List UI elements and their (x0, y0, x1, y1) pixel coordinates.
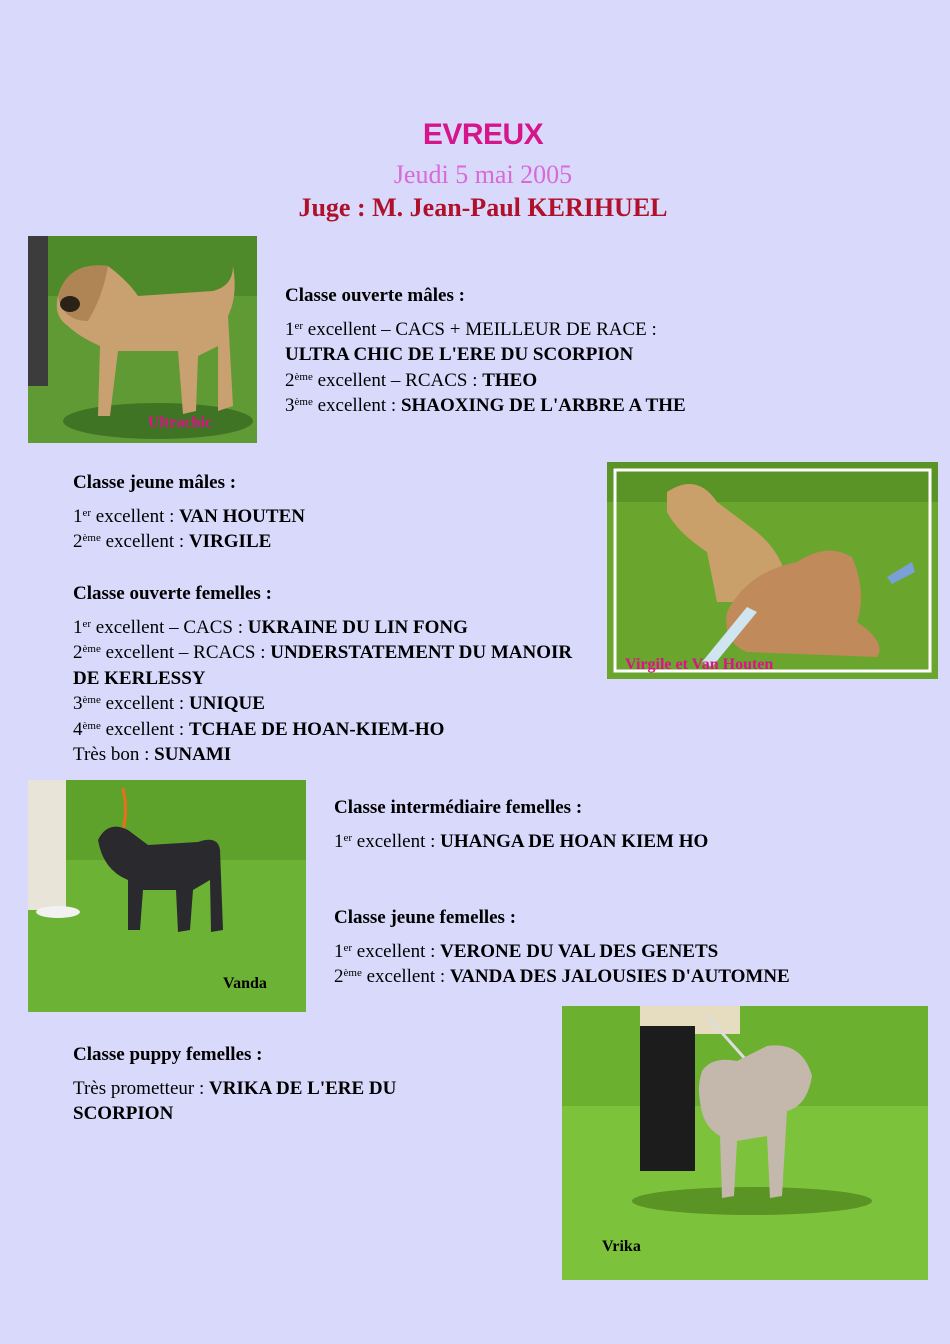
dog-name: TCHAE DE HOAN-KIEM-HO (188, 718, 445, 740)
dog-name: VANDA DES JALOUSIES D'AUTOMNE (449, 966, 790, 987)
dog-name: VRIKA DE L'ERE DU SCORPION (73, 1077, 397, 1124)
dog-name: THEO (482, 369, 538, 391)
photo-ultrachic-image (28, 236, 257, 443)
section-intermediaire-femelles (334, 795, 894, 854)
photo-vrika (562, 1006, 928, 1280)
result-line: 2ème excellent – RCACS : THEO (285, 369, 538, 391)
section-ouverte-femelles (73, 581, 573, 768)
section-jeune-femelles (334, 905, 914, 990)
section-puppy-femelles (73, 1042, 493, 1127)
section-heading: Classe jeune mâles : (73, 472, 237, 493)
photo-caption-virgile-van-houten: Virgile et Van Houten (625, 656, 774, 673)
photo-ultrachic (28, 236, 257, 443)
result-line: 3ème excellent : UNIQUE (73, 693, 265, 714)
dog-name: UHANGA DE HOAN KIEM HO (440, 830, 709, 852)
photo-virgile-van-houten (607, 462, 938, 679)
result-line: 2ème excellent : VANDA DES JALOUSIES D'AUTOMNE (334, 966, 790, 987)
result-line: 1er excellent : UHANGA DE HOAN KIEM HO (334, 830, 709, 852)
dog-name: VAN HOUTEN (179, 505, 305, 527)
result-line: 1er excellent – CACS + MEILLEUR DE RACE : ULTRA CHIC DE L'ERE DU SCORPION (285, 318, 657, 365)
section-heading: Classe ouverte mâles : (285, 285, 465, 306)
result-line: 1er excellent – CACS : UKRAINE DU LIN FONG (73, 616, 468, 638)
result-line: Très prometteur : VRIKA DE L'ERE DU SCORPION (73, 1077, 397, 1124)
photo-vanda (28, 780, 306, 1012)
dog-name: UNDERSTATEMENT DU MANOIR DE KERLESSY (73, 642, 573, 689)
dog-name: SUNAMI (154, 744, 232, 765)
result-line: 1er excellent : VAN HOUTEN (73, 505, 305, 527)
dog-name: SHAOXING DE L'ARBRE A THE (400, 395, 686, 416)
result-line: 2ème excellent : VIRGILE (73, 531, 272, 552)
dog-name: ULTRA CHIC DE L'ERE DU SCORPION (285, 344, 634, 365)
result-line: 2ème excellent – RCACS : UNDERSTATEMENT DU MANOIR DE KERLESSY (73, 642, 573, 689)
result-line: 4ème excellent : TCHAE DE HOAN-KIEM-HO (73, 718, 445, 740)
page-title: EVREUX (422, 118, 544, 151)
result-line: 1er excellent : VERONE DU VAL DES GENETS (334, 940, 719, 962)
section-heading: Classe puppy femelles : (73, 1044, 263, 1065)
result-line: 3ème excellent : SHAOXING DE L'ARBRE A THE (285, 395, 686, 416)
section-heading: Classe intermédiaire femelles : (334, 797, 583, 818)
photo-caption-ultrachic: Ultrachic (148, 414, 212, 431)
dog-name: VIRGILE (188, 531, 272, 552)
judge-name: Juge : M. Jean-Paul KERIHUEL (298, 193, 668, 222)
section-jeune-males (73, 470, 573, 555)
section-ouverte-males (285, 283, 845, 419)
photo-caption-vrika: Vrika (602, 1238, 641, 1255)
photo-caption-vanda: Vanda (223, 975, 267, 992)
dog-name: VERONE DU VAL DES GENETS (440, 940, 719, 962)
dog-name: UKRAINE DU LIN FONG (247, 616, 468, 638)
section-heading: Classe ouverte femelles : (73, 583, 272, 604)
result-line: Très bon : SUNAMI (73, 744, 232, 765)
dog-name: UNIQUE (188, 693, 265, 714)
photo-virgile-van-houten-image (607, 462, 938, 679)
section-heading: Classe jeune femelles : (334, 907, 517, 928)
event-date: Jeudi 5 mai 2005 (393, 160, 573, 189)
